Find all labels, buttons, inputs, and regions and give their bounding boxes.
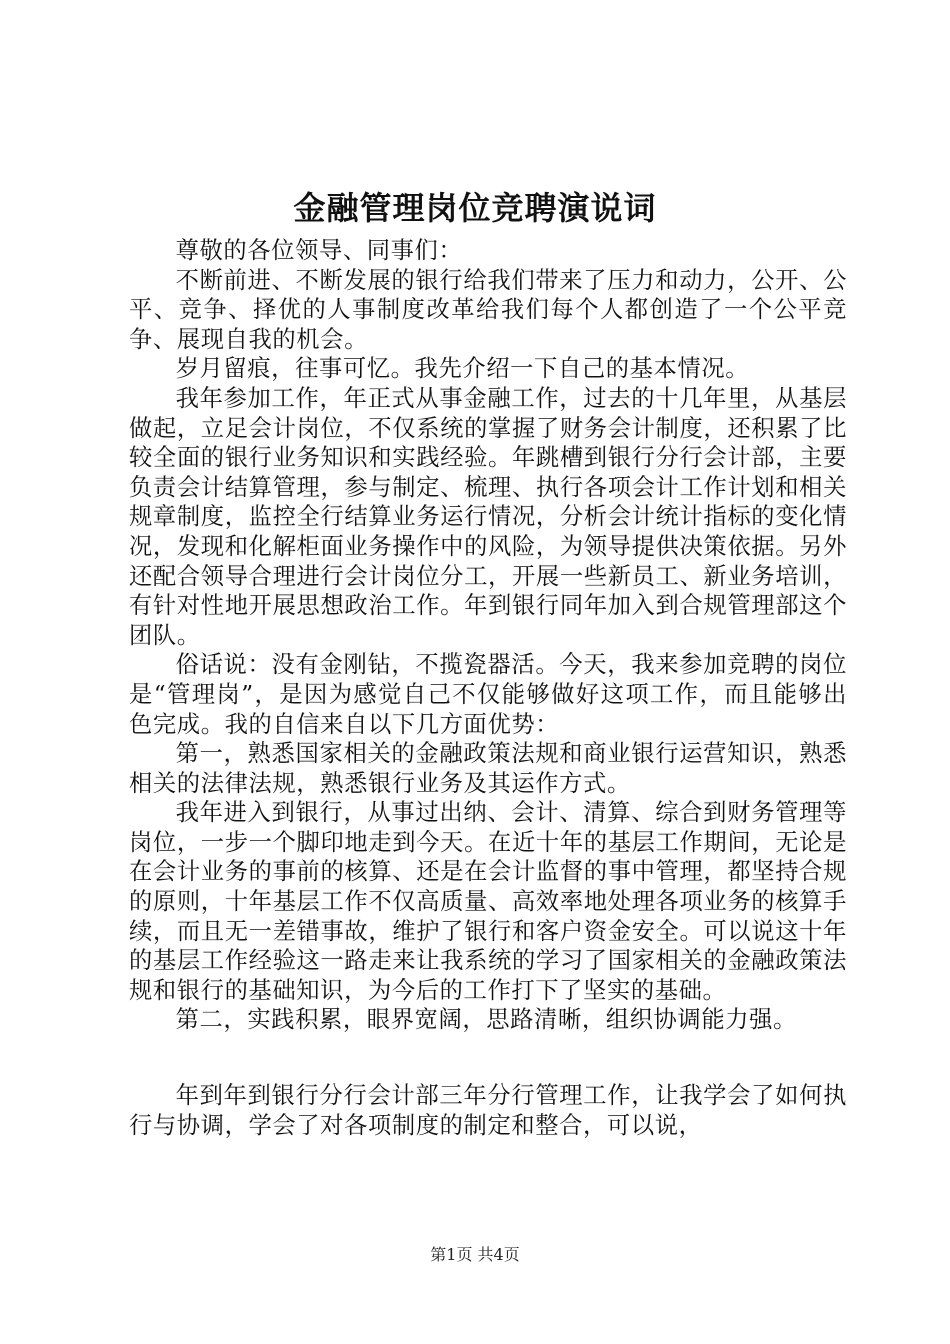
paragraph-salutation: 尊敬的各位领导、同事们： bbox=[175, 237, 463, 264]
paragraph-work-history: 我年参加工作，年正式从事金融工作，过去的十几年里，从基层做起，立足会计岗位，不仅系统的掌握了财务会计制度，还积累了比较全面的银行业务知识和实践经验。年跳槽到银行分行会计部，主要负责会计结算管理，参与制定、梳理、执行各项会计工作计划和相关规章制度，监控全行结算业务运行情况，分析会计统计指标的变化情况，发现和化解柜面业务操作中的风险，为领导提供决策依据。另外还配合领导合理进行会计岗位分工，开展一些新员工、新业务培训，有针对性地开展思想政治工作。年到银行同年加入到合规管理部这个团队。 bbox=[129, 384, 847, 649]
document-title: 金融管理岗位竞聘演说词 bbox=[293, 189, 657, 227]
document-body bbox=[129, 236, 847, 1140]
paragraph-spacer bbox=[129, 1035, 847, 1081]
paragraph-management: 年到年到银行分行会计部三年分行管理工作，让我学会了如何执行与协调，学会了对各项制度的制定和整合，可以说， bbox=[129, 1082, 847, 1139]
page-number: 第1页 共4页 bbox=[430, 1245, 520, 1264]
paragraph-advantage-one: 第一，熟悉国家相关的金融政策法规和商业银行运营知识，熟悉相关的法律法规，熟悉银行业务及其运作方式。 bbox=[129, 740, 847, 797]
paragraph-self-intro: 岁月留痕，往事可忆。我先介绍一下自己的基本情况。 bbox=[175, 355, 750, 383]
paragraph-intro: 不断前进、不断发展的银行给我们带来了压力和动力，公开、公平、竞争、择优的人事制度改革给我们每个人都创造了一个公平竞争、展现自我的机会。 bbox=[129, 266, 847, 353]
paragraph-advantage-two: 第二，实践积累，眼界宽阔，思路清晰，组织协调能力强。 bbox=[175, 1006, 797, 1034]
paragraph-experience: 我年进入到银行，从事过出纳、会计、清算、综合到财务管理等岗位，一步一个脚印地走到今天。在近十年的基层工作期间，无论是在会计业务的事前的核算、还是在会计监督的事中管理，都坚持合规的原则，十年基层工作不仅高质量、高效率地处理各项业务的核算手续，而且无一差错事故，维护了银行和客户资金安全。可以说这十年的基层工作经验这一路走来让我系统的学习了国家相关的金融政策法规和银行的基础知识，为今后的工作打下了坚实的基础。 bbox=[129, 799, 847, 1004]
paragraph-motivation: 俗话说：没有金刚钻，不揽瓷器活。今天，我来参加竞聘的岗位是“管理岗”，是因为感觉自己不仅能够做好这项工作，而且能够出色完成。我的自信来自以下几方面优势： bbox=[129, 651, 847, 738]
